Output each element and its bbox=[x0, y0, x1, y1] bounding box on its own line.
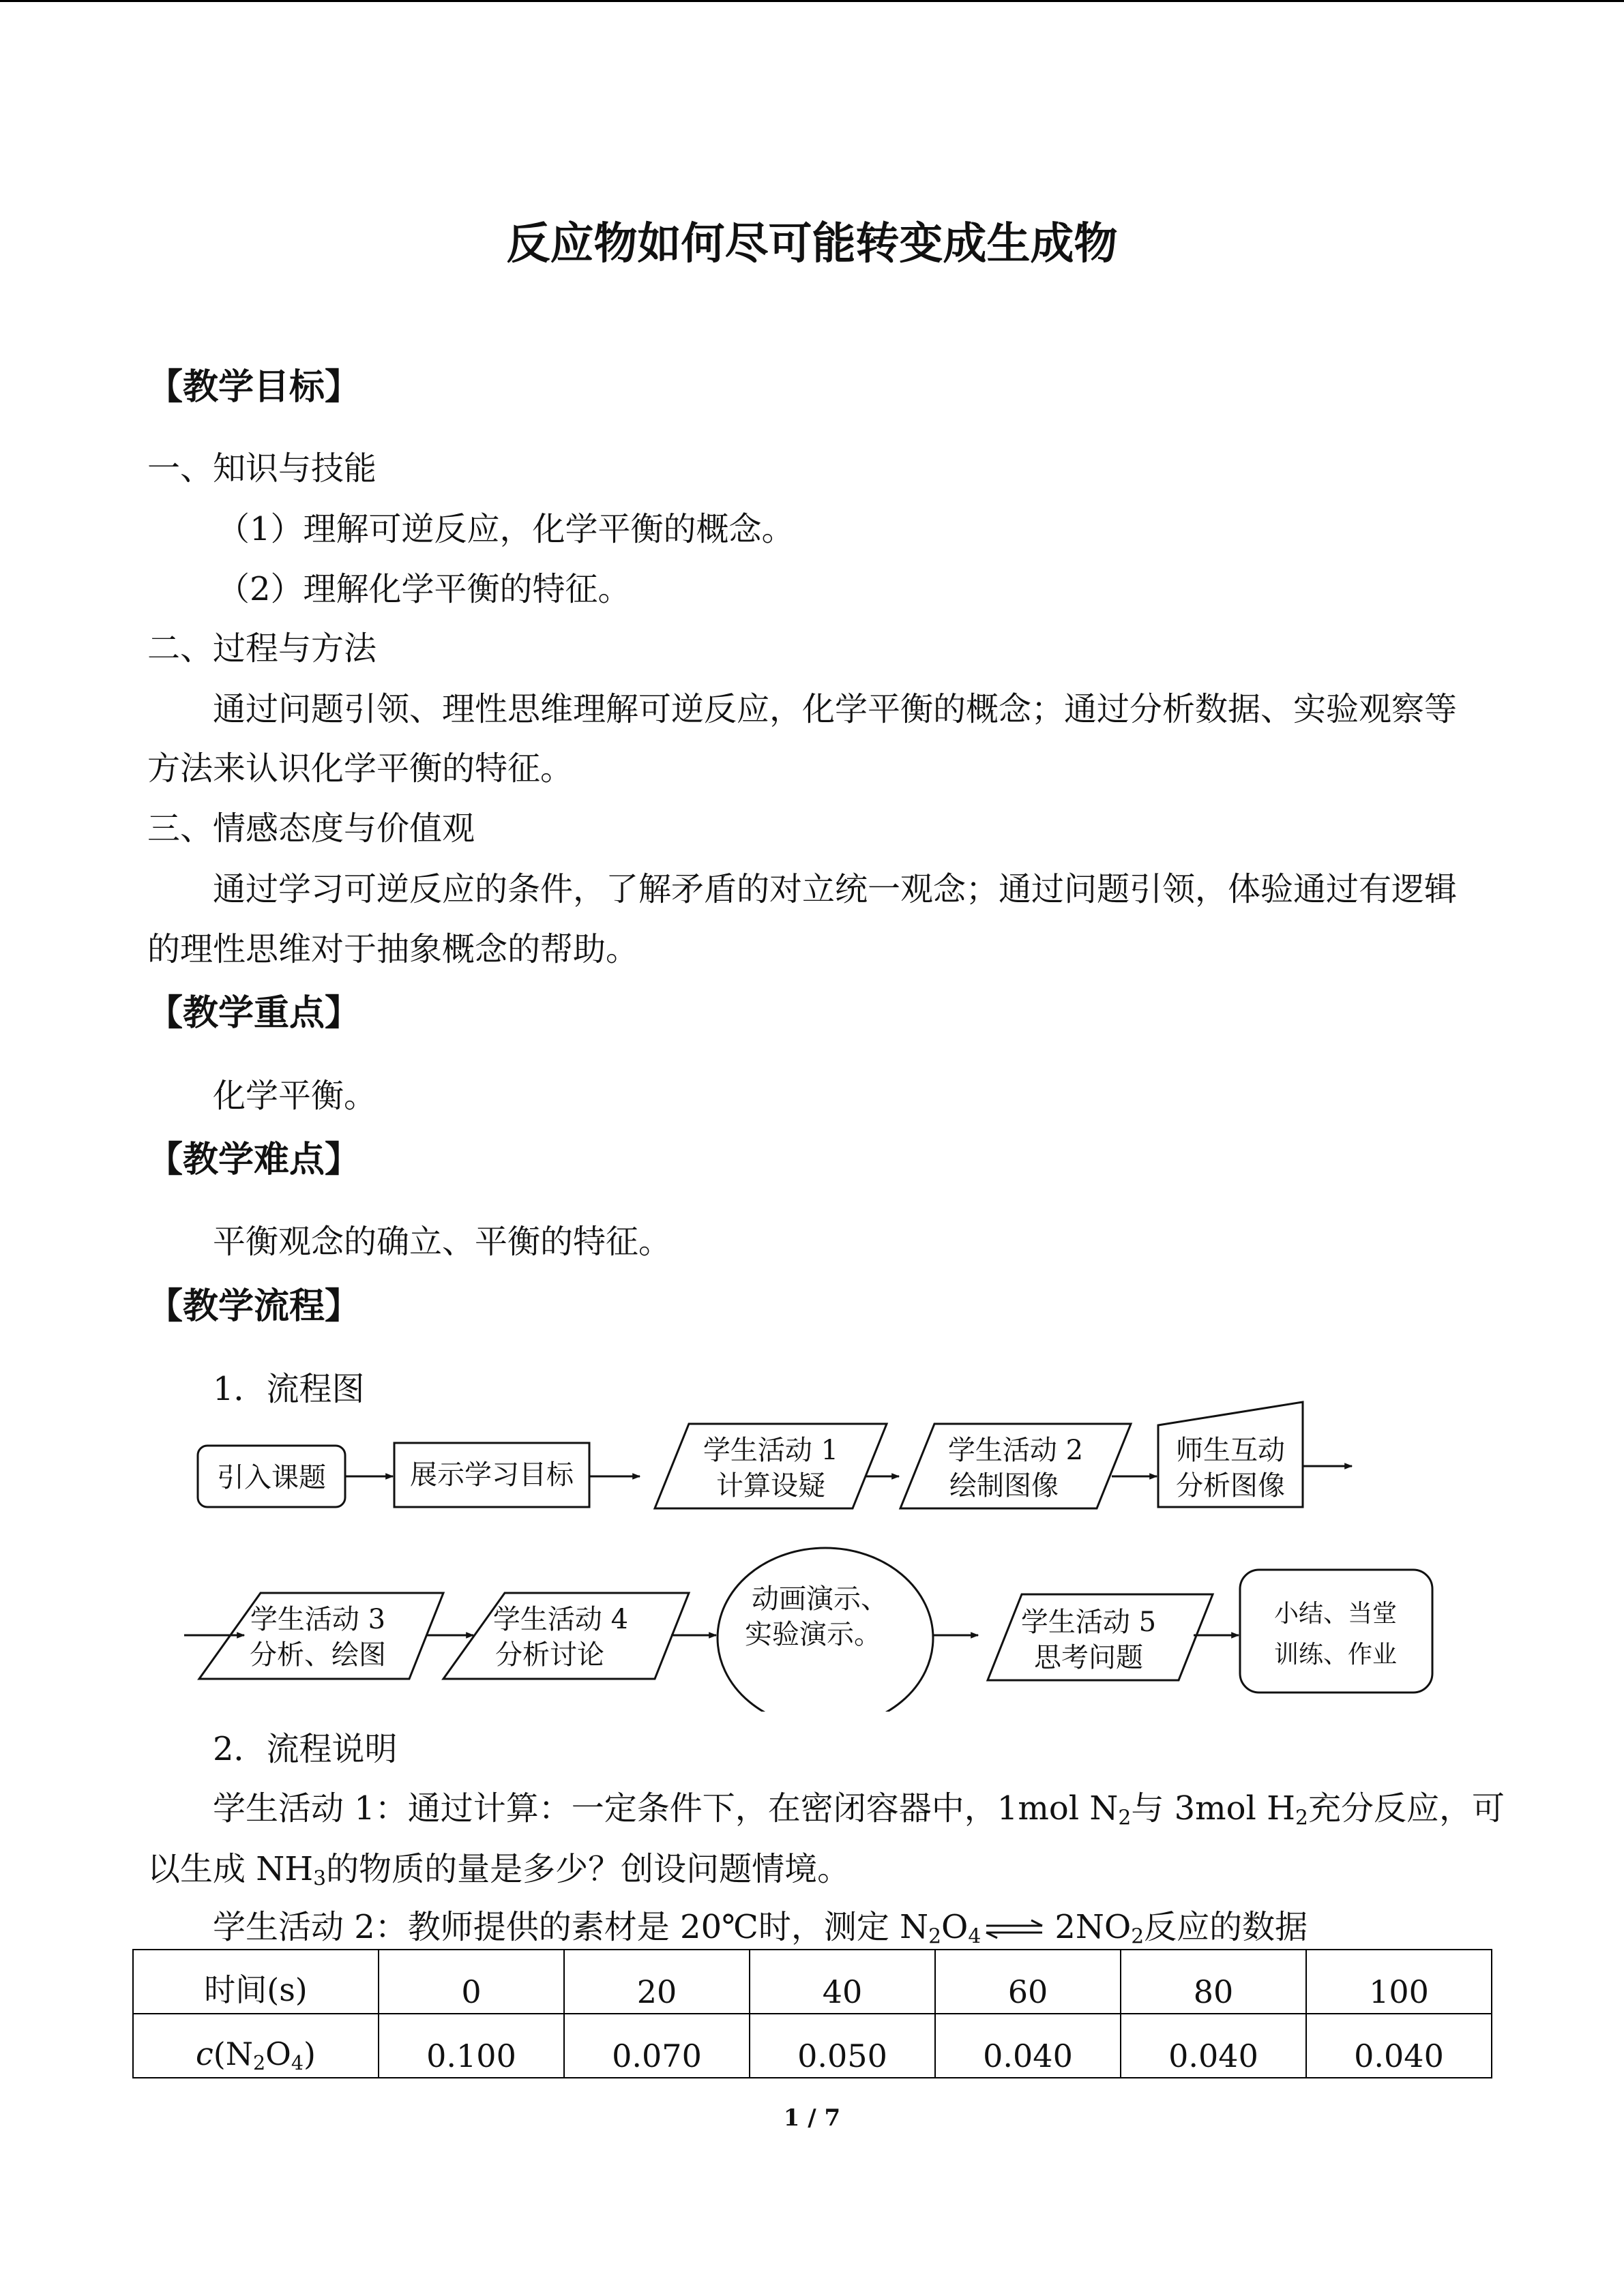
table-cell: 0.050 bbox=[750, 2014, 935, 2078]
goals-section-1-item-2: （2）理解化学平衡的特征。 bbox=[217, 570, 631, 608]
flow-node-activity1-label-1: 学生活动 1 bbox=[703, 1435, 839, 1466]
flow-node-activity4-label-1: 学生活动 4 bbox=[492, 1604, 629, 1635]
table-cell: 0.040 bbox=[1306, 2014, 1492, 2078]
page-title: 反应物如何尽可能转变成生成物 bbox=[506, 218, 1118, 269]
table-cell: 20 bbox=[564, 1950, 750, 2014]
key-points-text: 化学平衡。 bbox=[213, 1077, 377, 1115]
goals-section-3-para-line2: 的理性思维对于抽象概念的帮助。 bbox=[147, 930, 639, 968]
table-row-concentration bbox=[133, 2014, 1492, 2078]
flow-node-activity5-label-1: 学生活动 5 bbox=[1020, 1607, 1157, 1638]
page-number: 1 / 7 bbox=[783, 2104, 841, 2132]
flow-node-summary-label-2: 训练、作业 bbox=[1273, 1641, 1398, 1669]
table-cell: 100 bbox=[1306, 1950, 1492, 2014]
flow-node-activity2-label-2: 绘制图像 bbox=[949, 1470, 1059, 1502]
flow-node-demo-label-2: 实验演示。 bbox=[745, 1619, 881, 1650]
flow-node-activity4-label-2: 分析讨论 bbox=[495, 1639, 604, 1671]
top-border-line bbox=[0, 0, 1624, 2]
flow-node-activity3-label-2: 分析、绘图 bbox=[250, 1639, 386, 1671]
table-cell: 0 bbox=[379, 1950, 564, 2014]
flow-node-summary-label-1: 小结、当堂 bbox=[1273, 1600, 1398, 1628]
goals-section-1-item-1: （1）理解可逆反应，化学平衡的概念。 bbox=[217, 510, 795, 548]
goals-section-3-title: 三、情感态度与价值观 bbox=[147, 809, 475, 848]
table-cell: 0.040 bbox=[935, 2014, 1121, 2078]
goals-section-2-para-line2: 方法来认识化学平衡的特征。 bbox=[147, 749, 574, 788]
flow-node-activity3-label-1: 学生活动 3 bbox=[250, 1604, 386, 1635]
teaching-flowchart bbox=[184, 1391, 1439, 1712]
activity1-line1: 学生活动 1：通过计算：一定条件下，在密闭容器中，1mol $N_2$与 3mol $H_2$充分反应，可 bbox=[213, 1789, 1505, 1830]
reversible-arrow-icon bbox=[984, 1919, 1045, 1939]
n2o4-data-table bbox=[132, 1949, 1492, 2078]
heading-teaching-process: 【教学流程】 bbox=[147, 1285, 361, 1327]
table-row-time bbox=[133, 1950, 1492, 2014]
table-cell: 80 bbox=[1121, 1950, 1306, 2014]
goals-section-2-title: 二、过程与方法 bbox=[147, 629, 377, 668]
heading-key-points: 【教学重点】 bbox=[147, 992, 361, 1034]
table-cell: 0.040 bbox=[1121, 2014, 1306, 2078]
heading-difficulties: 【教学难点】 bbox=[147, 1139, 361, 1180]
activity1-line2: 以生成 $NH_3$的物质的量是多少？创设问题情境。 bbox=[147, 1850, 851, 1891]
table-row-label-time: 时间(s) bbox=[133, 1950, 379, 2014]
flowchart-label: 1．流程图 bbox=[213, 1370, 365, 1408]
table-row-label-concentration: $c(N_2O_4)$ bbox=[133, 2014, 379, 2078]
table-cell: 0.100 bbox=[379, 2014, 564, 2078]
flow-node-activity1-label-2: 计算设疑 bbox=[716, 1470, 825, 1502]
flow-node-activity2-label-1: 学生活动 2 bbox=[947, 1435, 1084, 1466]
heading-teaching-goals: 【教学目标】 bbox=[147, 366, 361, 408]
flow-node-intro-label: 引入课题 bbox=[217, 1462, 326, 1493]
table-cell: 60 bbox=[935, 1950, 1121, 2014]
table-cell: 0.070 bbox=[564, 2014, 750, 2078]
table-cell: 40 bbox=[750, 1950, 935, 2014]
flow-node-interaction-label-1: 师生互动 bbox=[1176, 1435, 1285, 1466]
flow-node-demo-label-1: 动画演示、 bbox=[752, 1583, 888, 1615]
goals-section-1-title: 一、知识与技能 bbox=[147, 449, 377, 488]
explanation-label: 2．流程说明 bbox=[213, 1730, 398, 1768]
flow-node-activity5-label-2: 思考问题 bbox=[1034, 1642, 1143, 1673]
flow-node-summary-box bbox=[1240, 1570, 1432, 1693]
goals-section-2-para-line1: 通过问题引领、理性思维理解可逆反应，化学平衡的概念；通过分析数据、实验观察等 bbox=[213, 690, 1458, 728]
difficulties-text: 平衡观念的确立、平衡的特征。 bbox=[213, 1223, 672, 1261]
activity2-line: 学生活动 2：教师提供的素材是 20℃时，测定 $N_2O_4$ $2NO_2$反应的数据 bbox=[213, 1908, 1308, 1949]
flow-node-objectives-label: 展示学习目标 bbox=[410, 1459, 574, 1491]
flow-node-interaction-label-2: 分析图像 bbox=[1176, 1470, 1285, 1502]
goals-section-3-para-line1: 通过学习可逆反应的条件，了解矛盾的对立统一观念；通过问题引领，体验通过有逻辑 bbox=[213, 870, 1458, 908]
